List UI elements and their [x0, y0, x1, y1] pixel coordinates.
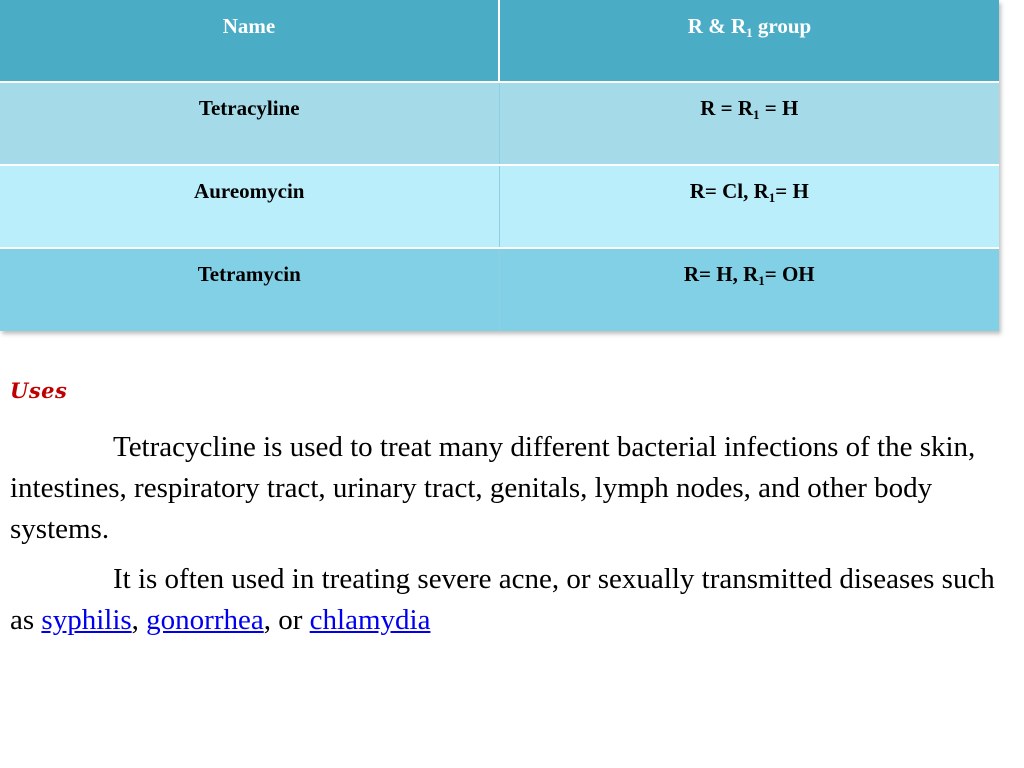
header-group — [499, 0, 999, 82]
cell-group-part: = H — [759, 96, 799, 120]
cell-group-part: R = R — [700, 96, 753, 120]
uses-paragraph-1 — [10, 427, 1010, 550]
uses-heading: Uses — [10, 378, 68, 403]
cell-group-part: = OH — [764, 262, 815, 286]
cell-group-part: R= Cl, R — [689, 179, 769, 203]
uses-paragraph-2-text: It is often used in treating severe acne, or sexually transmitted diseases such as — [10, 563, 995, 636]
table-row — [0, 82, 999, 165]
cell-group-subscript: 1 — [753, 107, 760, 122]
cell-group-subscript: 1 — [758, 273, 765, 288]
cell-group — [499, 82, 999, 165]
uses-paragraph-2 — [10, 559, 1010, 641]
link-gonorrhea[interactable]: gonorrhea — [146, 604, 264, 636]
header-name: Name — [0, 0, 499, 82]
table-row — [0, 165, 999, 248]
header-group-subscript: 1 — [746, 25, 753, 40]
header-group-prefix: R & R — [687, 14, 747, 38]
cell-group-part: = H — [775, 179, 809, 203]
cell-group-subscript: 1 — [768, 190, 776, 205]
link-syphilis[interactable]: syphilis — [41, 604, 132, 636]
table-row — [0, 248, 999, 331]
header-group-suffix: group — [752, 14, 812, 38]
separator: , — [131, 604, 147, 636]
cell-group — [499, 248, 999, 331]
link-chlamydia[interactable]: chlamydia — [309, 604, 431, 636]
cell-name: Aureomycin — [0, 165, 499, 248]
separator: , or — [263, 604, 310, 636]
tetracycline-derivatives-table — [0, 0, 999, 331]
cell-name: Tetramycin — [0, 248, 499, 331]
table-header-row — [0, 0, 999, 82]
cell-name: Tetracyline — [0, 82, 499, 165]
cell-group-part: R= H, R — [683, 262, 759, 286]
uses-paragraph-1-text: Tetracycline is used to treat many different bacterial infections of the skin, intestines, respiratory tract, urinary tract, genitals, lymph nodes, and other body systems. — [10, 431, 976, 545]
cell-group — [499, 165, 999, 248]
